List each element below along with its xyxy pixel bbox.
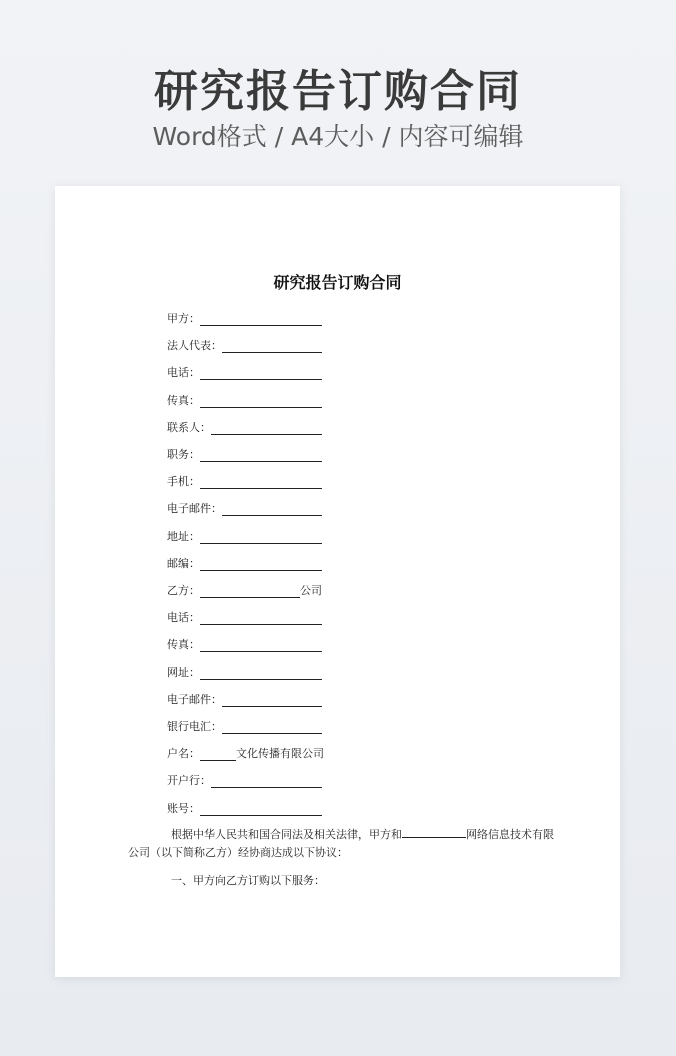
field-label: 法人代表：	[167, 339, 222, 353]
field-blank-line[interactable]	[222, 340, 322, 353]
field-suffix: 公司	[300, 584, 322, 597]
field-row	[167, 553, 322, 571]
field-row	[167, 471, 322, 489]
field-blank-line[interactable]	[200, 639, 322, 652]
field-blank-line[interactable]	[200, 748, 236, 761]
hero-subtitle: Word格式 / A4大小 / 内容可编辑	[152, 122, 524, 151]
field-row	[167, 662, 322, 680]
field-label: 开户行：	[167, 774, 211, 788]
field-label: 职务：	[167, 448, 200, 461]
document-page	[55, 186, 620, 977]
field-label: 电子邮件：	[167, 692, 222, 706]
field-label: 地址：	[167, 529, 200, 543]
clause-1: 一、甲方向乙方订购以下服务：	[171, 874, 325, 887]
field-blank-line[interactable]	[222, 694, 322, 707]
field-row	[167, 689, 322, 707]
field-label: 电话：	[167, 366, 200, 380]
field-blank-line[interactable]	[200, 313, 322, 326]
field-blank-line[interactable]	[200, 558, 322, 571]
field-label: 银行电汇：	[167, 720, 222, 733]
field-blank-line[interactable]	[200, 585, 300, 598]
field-blank-line[interactable]	[200, 667, 322, 680]
hero-title: 研究报告订购合同	[154, 66, 522, 117]
field-row	[167, 417, 322, 435]
field-label: 邮编：	[167, 556, 200, 570]
field-label: 手机：	[167, 475, 200, 489]
field-label: 户名：	[167, 747, 200, 761]
field-row	[167, 498, 322, 516]
field-row	[167, 798, 322, 816]
field-label: 电话：	[167, 611, 200, 625]
field-row	[167, 634, 322, 652]
intro-paragraph-line2: 公司（以下简称乙方）经协商达成以下协议：	[128, 846, 348, 859]
company-name-blank[interactable]	[402, 826, 466, 838]
document-title: 研究报告订购合同	[273, 273, 402, 292]
field-blank-line[interactable]	[200, 367, 322, 380]
field-suffix: 文化传播有限公司	[236, 747, 324, 761]
field-blank-line[interactable]	[200, 476, 322, 489]
intro-paragraph-line1	[171, 826, 554, 844]
field-row	[167, 362, 322, 380]
field-label: 传真：	[167, 638, 200, 652]
field-blank-line[interactable]	[200, 531, 322, 544]
field-blank-line[interactable]	[200, 395, 322, 408]
field-row	[167, 390, 322, 408]
field-blank-line[interactable]	[211, 422, 322, 435]
field-label: 联系人：	[167, 420, 211, 434]
field-label: 网址：	[167, 665, 200, 679]
intro-text-part1: 根据中华人民共和国合同法及相关法律，甲方和	[171, 828, 402, 841]
field-row	[167, 335, 322, 353]
intro-text-part2: 网络信息技术有限	[466, 828, 554, 841]
field-row	[167, 743, 324, 761]
field-row	[167, 607, 322, 625]
field-blank-line[interactable]	[200, 449, 322, 462]
field-label: 账号：	[167, 801, 200, 815]
field-blank-line[interactable]	[222, 503, 322, 516]
field-blank-line[interactable]	[222, 721, 322, 734]
field-label: 传真：	[167, 393, 200, 407]
field-row	[167, 308, 322, 326]
field-row	[167, 444, 322, 462]
field-label: 乙方：	[167, 584, 200, 597]
field-row	[167, 580, 322, 598]
field-row	[167, 770, 322, 788]
field-blank-line[interactable]	[211, 775, 322, 788]
field-label: 甲方：	[167, 312, 200, 325]
field-row	[167, 716, 322, 734]
field-label: 电子邮件：	[167, 502, 222, 516]
field-blank-line[interactable]	[200, 803, 322, 816]
field-blank-line[interactable]	[200, 612, 322, 625]
field-row	[167, 526, 322, 544]
